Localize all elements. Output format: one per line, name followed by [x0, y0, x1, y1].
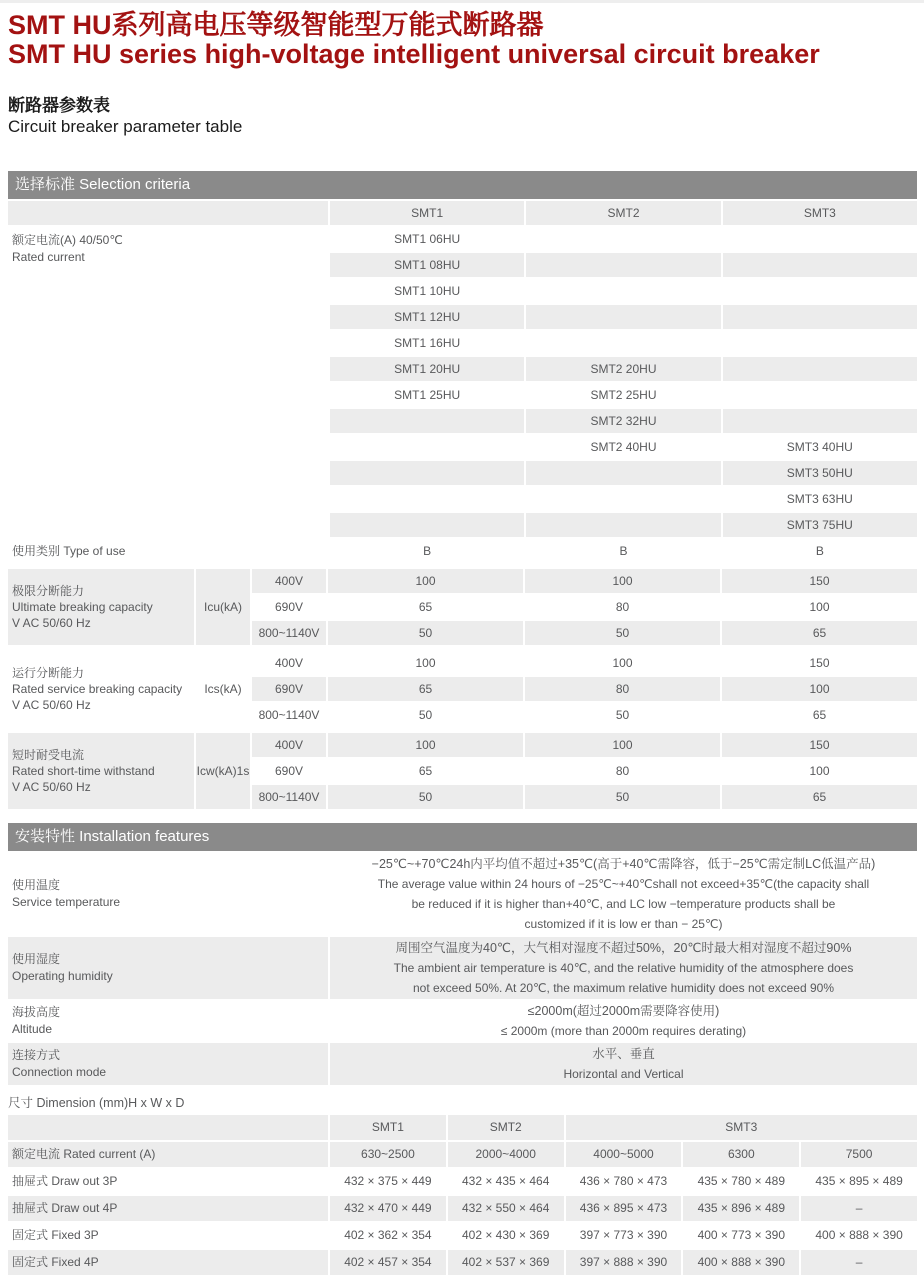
column-header-smt3: SMT3 [723, 201, 917, 225]
table-cell: 100 [525, 569, 720, 593]
subtitle-cn: 断路器参数表 [8, 96, 110, 115]
content-line: The ambient air temperature is 40℃, and the relative humidity of the atmosphere does [393, 961, 854, 975]
table-cell [330, 461, 524, 485]
table-cell: 50 [328, 785, 523, 809]
table-cell: SMT1 12HU [330, 305, 524, 329]
row-label [8, 1001, 328, 1041]
content-line: 水平、垂直 [592, 1047, 655, 1061]
unit-label: Ics(kA) [196, 651, 250, 727]
row-label: 抽屉式 Draw out 4P [8, 1196, 328, 1221]
rated-service-breaking-capacity-group [8, 651, 917, 727]
row-label: 固定式 Fixed 3P [8, 1223, 328, 1248]
table-cell: SMT3 50HU [723, 461, 917, 485]
content-line: 周围空气温度为40℃，大气相对湿度不超过50%，20℃时最大相对湿度不超过90% [395, 941, 852, 955]
table-cell: 436 × 780 × 473 [566, 1169, 682, 1194]
selection-column-header-row [8, 201, 917, 225]
table-cell: 397 × 773 × 390 [566, 1223, 682, 1248]
table-cell: SMT2 20HU [526, 357, 720, 381]
table-cell: B [723, 539, 917, 563]
table-cell: SMT1 20HU [330, 357, 524, 381]
table-cell: 150 [722, 733, 917, 757]
table-cell: 2000~4000 [448, 1142, 564, 1167]
column-header-smt2: SMT2 [448, 1115, 564, 1140]
group-label-freq: V AC 50/60 Hz [12, 616, 91, 630]
table-cell: SMT1 06HU [330, 227, 524, 251]
content-line: The average value within 24 hours of −25℃~+40℃shall not exceed+35℃(the capacity shall [377, 877, 870, 891]
type-of-use-row [8, 539, 917, 563]
table-cell: 50 [328, 621, 523, 645]
table-cell: 435 × 895 × 489 [801, 1169, 917, 1194]
row-label-en: Service temperature [12, 895, 121, 909]
row-content [330, 937, 917, 999]
table-cell: 65 [328, 759, 523, 783]
rated-current-label-cn: 额定电流(A) 40/50℃ [12, 233, 123, 247]
voltage-cell: 800~1140V [252, 621, 326, 645]
group-label-en: Ultimate breaking capacity [12, 600, 153, 614]
table-cell [526, 513, 720, 537]
content-line: not exceed 50%. At 20℃, the maximum relative humidity does not exceed 90% [412, 981, 835, 995]
row-content [330, 1043, 917, 1085]
column-header-smt2: SMT2 [526, 201, 720, 225]
table-cell [723, 409, 917, 433]
table-cell [330, 409, 524, 433]
table-cell: SMT3 63HU [723, 487, 917, 511]
table-cell: 100 [525, 733, 720, 757]
table-cell [526, 279, 720, 303]
row-label-cn: 使用温度 [12, 878, 61, 892]
table-cell: 432 × 435 × 464 [448, 1169, 564, 1194]
table-cell: 435 × 780 × 489 [683, 1169, 799, 1194]
voltage-cell: 400V [252, 651, 326, 675]
table-cell: 400 × 773 × 390 [683, 1223, 799, 1248]
table-cell: – [801, 1196, 917, 1221]
row-label [8, 1043, 328, 1085]
table-cell: 402 × 457 × 354 [330, 1250, 446, 1275]
section-bar-selection-criteria: 选择标准 Selection criteria [8, 171, 917, 199]
table-cell: 80 [525, 759, 720, 783]
table-cell [723, 357, 917, 381]
dimension-table [8, 1115, 917, 1275]
table-cell: 100 [722, 595, 917, 619]
table-cell [526, 487, 720, 511]
table-cell: SMT2 32HU [526, 409, 720, 433]
group-row-label [8, 569, 194, 645]
page-title-en: SMT HU series high-voltage intelligent universal circuit breaker [8, 39, 820, 69]
table-cell: B [330, 539, 524, 563]
ultimate-breaking-capacity-group [8, 569, 917, 645]
content-line: be reduced if it is higher than+40℃, and LC low −temperature products shall be [411, 897, 836, 911]
content-line: customized if it is low er than − 25℃) [524, 917, 723, 931]
content-line: ≤2000m(超过2000m需要降容使用) [527, 1004, 720, 1018]
table-cell: SMT2 40HU [526, 435, 720, 459]
content-line: ≤ 2000m (more than 2000m requires derating) [500, 1024, 747, 1038]
table-cell: SMT2 25HU [526, 383, 720, 407]
column-header-smt3: SMT3 [566, 1115, 917, 1140]
table-cell [723, 305, 917, 329]
table-cell [723, 331, 917, 355]
table-cell: 50 [525, 785, 720, 809]
voltage-cell: 690V [252, 759, 326, 783]
table-cell [330, 435, 524, 459]
table-cell: 435 × 896 × 489 [683, 1196, 799, 1221]
row-label [8, 853, 328, 935]
table-cell: 65 [722, 621, 917, 645]
table-cell: 50 [328, 703, 523, 727]
unit-label: Icw(kA)1s [196, 733, 250, 809]
table-cell: 100 [328, 651, 523, 675]
group-label-cn: 运行分断能力 [12, 666, 85, 680]
content-line: −25℃~+70℃24h内平均值不超过+35℃(高于+40℃需降容，低于−25℃需定制LC低温产品) [371, 857, 876, 871]
rated-current-row-label [8, 227, 328, 537]
table-cell: 397 × 888 × 390 [566, 1250, 682, 1275]
table-cell: 7500 [801, 1142, 917, 1167]
table-cell: 80 [525, 677, 720, 701]
type-of-use-label: 使用类别 Type of use [8, 539, 328, 563]
table-cell: 50 [525, 703, 720, 727]
row-label [8, 937, 328, 999]
unit-label: Icu(kA) [196, 569, 250, 645]
group-label-freq: V AC 50/60 Hz [12, 698, 91, 712]
group-label-cn: 极限分断能力 [12, 584, 85, 598]
row-label-cn: 海拔高度 [12, 1005, 61, 1019]
table-cell: SMT1 16HU [330, 331, 524, 355]
table-cell: 432 × 550 × 464 [448, 1196, 564, 1221]
table-cell: 65 [722, 785, 917, 809]
rated-current-label-en: Rated current [12, 250, 85, 264]
table-cell: 400 × 888 × 390 [801, 1223, 917, 1248]
row-label-cn: 连接方式 [12, 1048, 61, 1062]
voltage-cell: 690V [252, 677, 326, 701]
table-cell [723, 227, 917, 251]
table-cell: 100 [722, 677, 917, 701]
connection-mode-row [8, 1043, 917, 1085]
table-cell: 65 [328, 677, 523, 701]
table-cell: 100 [328, 569, 523, 593]
table-cell [723, 253, 917, 277]
table-cell: 630~2500 [330, 1142, 446, 1167]
table-cell: SMT1 25HU [330, 383, 524, 407]
table-cell [330, 487, 524, 511]
voltage-cell: 800~1140V [252, 785, 326, 809]
table-cell: SMT3 75HU [723, 513, 917, 537]
service-temperature-row [8, 853, 917, 935]
voltage-cell: 400V [252, 569, 326, 593]
table-cell [526, 305, 720, 329]
table-cell: SMT1 08HU [330, 253, 524, 277]
table-cell: SMT1 10HU [330, 279, 524, 303]
table-cell: 402 × 362 × 354 [330, 1223, 446, 1248]
table-cell: 402 × 430 × 369 [448, 1223, 564, 1248]
rated-current-table [8, 227, 917, 537]
column-header-blank [8, 1115, 328, 1140]
row-content [330, 1001, 917, 1041]
table-cell [330, 513, 524, 537]
group-row-label [8, 651, 194, 727]
table-cell [723, 279, 917, 303]
group-row-label [8, 733, 194, 809]
voltage-cell: 800~1140V [252, 703, 326, 727]
short-time-withstand-group [8, 733, 917, 809]
table-cell: 65 [328, 595, 523, 619]
table-cell: 432 × 375 × 449 [330, 1169, 446, 1194]
table-cell: 65 [722, 703, 917, 727]
table-cell: 100 [722, 759, 917, 783]
table-cell: 100 [328, 733, 523, 757]
column-header-smt1: SMT1 [330, 1115, 446, 1140]
row-content [330, 853, 917, 935]
column-header-smt1: SMT1 [330, 201, 524, 225]
group-label-en: Rated service breaking capacity [12, 682, 183, 696]
page-title-cn: SMT HU系列高电压等级智能型万能式断路器 [8, 10, 544, 40]
row-label: 抽屉式 Draw out 3P [8, 1169, 328, 1194]
title-block [8, 11, 917, 69]
group-label-en: Rated short-time withstand [12, 764, 155, 778]
table-cell: B [526, 539, 720, 563]
table-cell: SMT3 40HU [723, 435, 917, 459]
table-cell: 50 [525, 621, 720, 645]
table-cell: 400 × 888 × 390 [683, 1250, 799, 1275]
table-cell [526, 331, 720, 355]
table-cell [526, 227, 720, 251]
row-label-en: Altitude [12, 1022, 53, 1036]
subtitle-en: Circuit breaker parameter table [8, 117, 243, 136]
row-label: 额定电流 Rated current (A) [8, 1142, 328, 1167]
table-cell [723, 383, 917, 407]
group-label-cn: 短时耐受电流 [12, 748, 85, 762]
table-cell: 100 [525, 651, 720, 675]
table-cell: 150 [722, 569, 917, 593]
table-cell: 150 [722, 651, 917, 675]
table-cell: 432 × 470 × 449 [330, 1196, 446, 1221]
row-label-en: Connection mode [12, 1065, 107, 1079]
row-label: 固定式 Fixed 4P [8, 1250, 328, 1275]
table-cell: 80 [525, 595, 720, 619]
group-label-freq: V AC 50/60 Hz [12, 780, 91, 794]
content-line: Horizontal and Vertical [563, 1067, 684, 1081]
table-cell: 6300 [683, 1142, 799, 1167]
table-cell: 436 × 895 × 473 [566, 1196, 682, 1221]
row-label-cn: 使用湿度 [12, 952, 61, 966]
dimension-note: 尺寸 Dimension (mm)H x W x D [8, 1096, 185, 1110]
table-cell: 4000~5000 [566, 1142, 682, 1167]
operating-humidity-row [8, 937, 917, 999]
table-cell: – [801, 1250, 917, 1275]
section-bar-installation-features: 安装特性 Installation features [8, 823, 917, 851]
voltage-cell: 400V [252, 733, 326, 757]
table-cell [526, 461, 720, 485]
voltage-cell: 690V [252, 595, 326, 619]
altitude-row [8, 1001, 917, 1041]
row-label-en: Operating humidity [12, 969, 113, 983]
table-cell [526, 253, 720, 277]
table-cell: 402 × 537 × 369 [448, 1250, 564, 1275]
column-header-blank [8, 201, 328, 225]
